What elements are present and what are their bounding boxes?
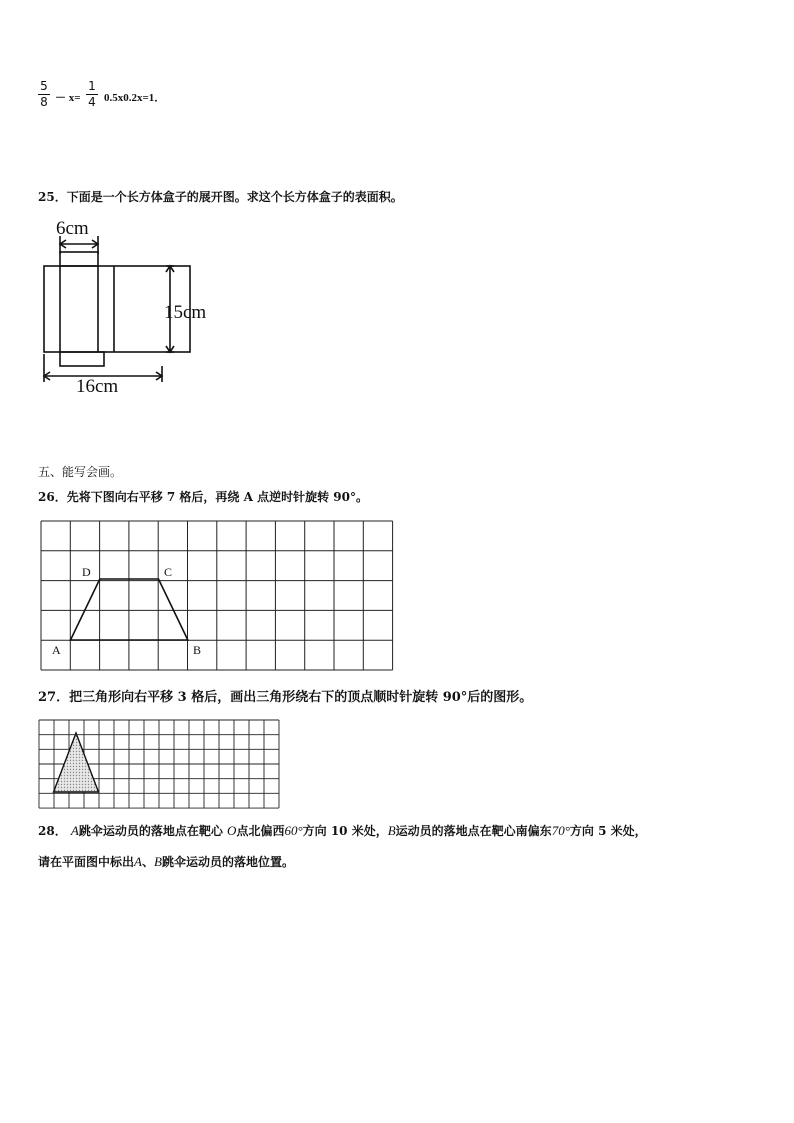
question-27-text: 27．把三角形向右平移 3 格后，画出三角形绕右下的顶点顺时针旋转 90°后的图形。 — [38, 690, 533, 705]
angle-60: 60° — [284, 823, 303, 838]
q28-part4: 运动员的落地点在靶心南偏东 — [395, 824, 552, 838]
fraction-numerator: 5 — [40, 79, 48, 93]
equation-minus-x: － x= — [55, 92, 81, 104]
q28-number: 28． — [38, 824, 67, 838]
fraction-denominator: 4 — [88, 95, 96, 109]
vertex-label-b: B — [193, 643, 202, 657]
fraction-denominator: 8 — [40, 95, 48, 109]
triangle-grid-figure — [36, 717, 282, 809]
var-a: A — [70, 823, 79, 838]
q28-part2: 点北偏西 — [236, 824, 285, 838]
vertex-label-c: C — [164, 565, 173, 579]
q28-sep: 、 — [141, 855, 154, 869]
question-28-line-2 — [38, 853, 294, 870]
var-b-2: B — [153, 854, 162, 869]
equation-two: 0.5x0.2x=1． — [104, 92, 166, 104]
question-26-text: 26．先将下图向右平移 7 格后，再绕 A 点逆时针旋转 90°。 — [38, 490, 368, 504]
trapezoid-grid-figure — [36, 518, 396, 672]
shaded-triangle — [54, 733, 99, 792]
var-a-2: A — [134, 854, 142, 869]
label-16cm: 16cm — [76, 376, 119, 394]
q28-line2b: 跳伞运动员的落地位置。 — [161, 855, 294, 869]
vertex-label-a: A — [52, 643, 61, 657]
q28-line2a: 请在平面图中标出 — [38, 855, 135, 869]
net-top-flap — [60, 252, 98, 266]
square-grid — [41, 521, 393, 670]
question-25-text: 25．下面是一个长方体盒子的展开图。求这个长方体盒子的表面积。 — [38, 190, 403, 204]
question-28-line-1 — [38, 822, 647, 839]
angle-70: 70° — [551, 823, 570, 838]
box-net-diagram — [36, 214, 236, 394]
label-6cm: 6cm — [56, 218, 89, 239]
label-15cm: 15cm — [164, 302, 207, 323]
q28-part3: 方向 10 米处， — [302, 824, 388, 838]
q28-part1: 跳伞运动员的落地点在靶心 — [78, 824, 223, 838]
fraction-numerator: 1 — [88, 79, 96, 93]
vertex-label-d: D — [82, 565, 91, 579]
var-b: B — [387, 823, 396, 838]
var-o: O — [227, 823, 237, 838]
fraction-five-eighths — [38, 80, 50, 109]
fraction-one-quarter — [86, 80, 98, 109]
net-bottom-flap — [60, 352, 104, 366]
section-5-heading: 五、能写会画。 — [38, 465, 123, 479]
q28-part5: 方向 5 米处， — [569, 824, 647, 838]
